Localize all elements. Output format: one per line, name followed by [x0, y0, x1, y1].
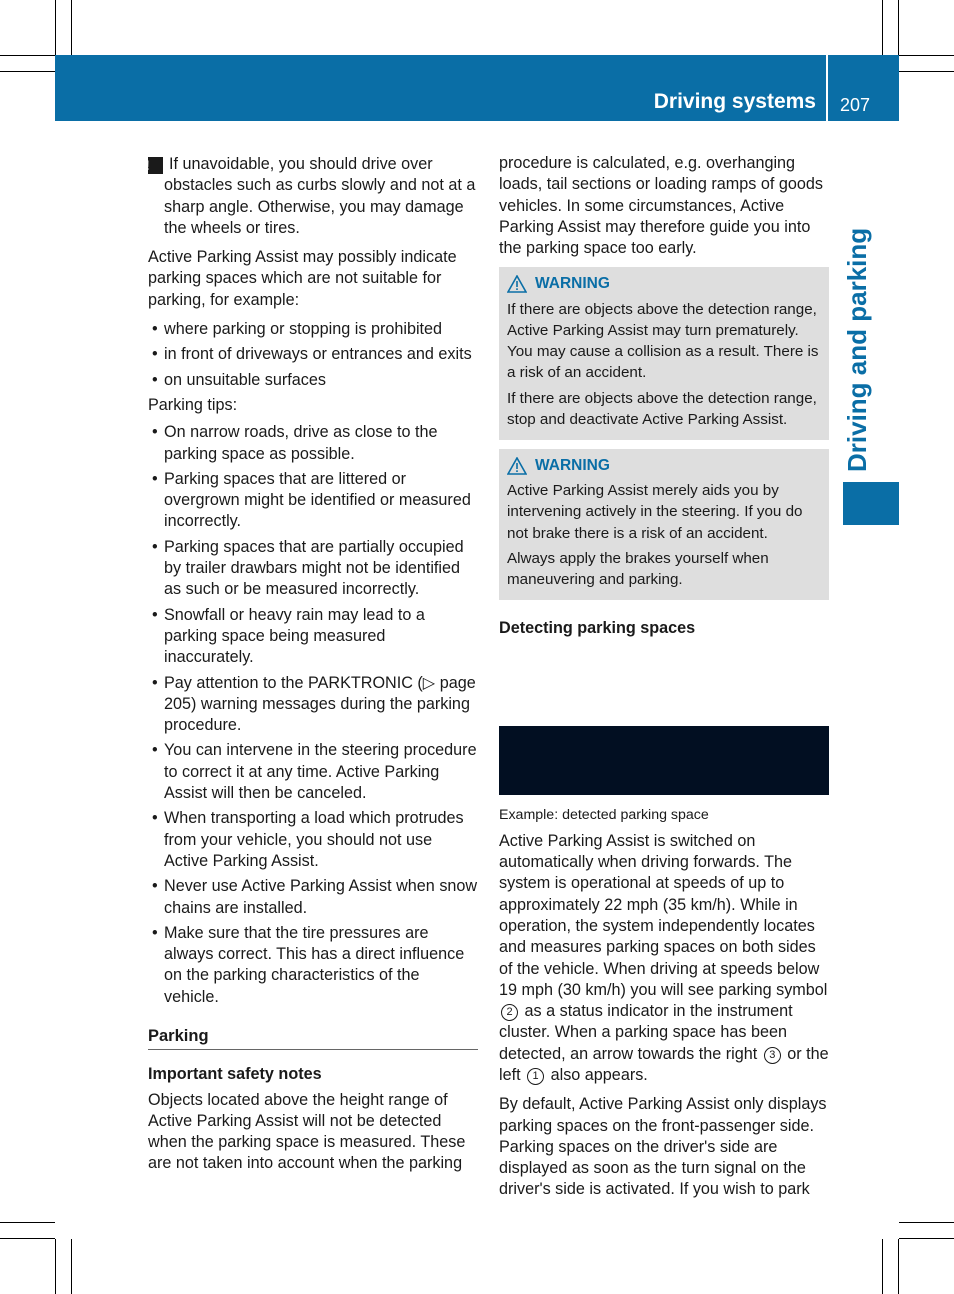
crop-mark	[0, 71, 55, 72]
crop-mark	[898, 0, 899, 55]
warning-box	[499, 449, 829, 600]
caution-note	[145, 154, 478, 239]
crop-mark	[0, 1238, 55, 1239]
list-item: • You can intervene in the steering procedure to correct it at any time. Active Parking Assist will then be canceled.	[152, 741, 477, 803]
right-column	[499, 153, 829, 1209]
list-item: • where parking or stopping is prohibited	[152, 320, 443, 339]
instrument-cluster-image	[499, 726, 829, 795]
caution-note-text: If unavoidable, you should drive over obstacles such as curbs slowly and not at a sharp angle. Otherwise, you may damage the wheels or tires.	[164, 155, 476, 237]
section-title: Driving systems	[653, 90, 816, 113]
warning-triangle-icon	[507, 275, 527, 293]
parking-heading: Parking	[148, 1026, 478, 1050]
crop-mark	[899, 55, 954, 56]
side-tab-marker	[843, 482, 899, 525]
crop-mark	[882, 0, 883, 55]
crop-mark	[55, 1239, 56, 1294]
warning-text: Active Parking Assist merely aids you by intervening actively in the steering. If you do not brake there is a risk of an accident.	[507, 482, 803, 542]
page-number: 207	[840, 95, 871, 115]
safety-text: Objects located above the height range of Active Parking Assist will not be detected when the parking space is measured. These are not taken into account when the parking	[148, 1090, 466, 1173]
crop-mark	[882, 1239, 883, 1294]
safety-notes-heading: Important safety notes	[148, 1065, 322, 1084]
warning-text: Always apply the brakes yourself when maneuvering and parking.	[507, 549, 769, 588]
left-column	[145, 154, 478, 1183]
list-item: • When transporting a load which protrudes from your vehicle, you should not use Active Parking Assist.	[152, 809, 464, 870]
warning-box	[499, 267, 829, 439]
tips-list	[148, 422, 478, 1008]
crop-mark	[0, 55, 55, 56]
crop-mark	[899, 71, 954, 72]
detecting-heading: Detecting parking spaces	[499, 619, 696, 638]
header-separator	[826, 55, 828, 121]
list-item: • Parking spaces that are littered or overgrown might be identified or measured incorrectly.	[152, 469, 471, 531]
continued-text: procedure is calculated, e.g. overhanging loads, tail sections or loading ramps of goods vehicles. In some circumstances, Active Parking Assist may therefore guide you into the parking space too early.	[499, 154, 823, 258]
warning-label: WARNING	[535, 275, 610, 293]
crop-mark	[898, 1239, 899, 1294]
unsuitable-list	[148, 319, 478, 391]
callout-number: 1	[527, 1068, 544, 1085]
list-item: • on unsuitable surfaces	[152, 370, 326, 389]
figure-caption: Example: detected parking space	[499, 807, 709, 824]
list-item: • Snowfall or heavy rain may lead to a parking space being measured inaccurately.	[152, 605, 425, 667]
list-item: • in front of driveways or entrances and exits	[152, 345, 472, 364]
exclamation-icon: !	[148, 157, 163, 174]
figure-image-area	[499, 647, 829, 725]
warning-header	[507, 273, 821, 294]
warning-triangle-icon	[507, 457, 527, 475]
crop-mark	[899, 1238, 954, 1239]
warning-header	[507, 455, 821, 476]
side-tab	[834, 227, 884, 480]
body-text: Active Parking Assist is switched on automatically when driving forwards. The system is operational at speeds of up to approximately 22 mph (35 km/h). While in operation, the system independently locates and measures parking spaces on both sides of the vehicle. When driving at speeds below 19 mph (30 km/h) you will see parking symbol 2 as a status indicator in the instrument cluster. When a parking space has been detected, an arrow towards the right 3 or the left 1 also appears.	[499, 831, 829, 1084]
tips-label: Parking tips:	[148, 395, 238, 414]
crop-mark	[71, 0, 72, 55]
crop-mark	[0, 1222, 55, 1223]
warning-text: If there are objects above the detection range, Active Parking Assist may turn prematurely. You may cause a collision as a result. There is a risk of an accident.	[507, 300, 819, 382]
parking-space-figure	[499, 647, 829, 797]
crop-mark	[899, 1222, 954, 1223]
callout-number: 2	[501, 1004, 518, 1021]
list-item: • On narrow roads, drive as close to the parking space as possible.	[152, 423, 438, 463]
intro-text: Active Parking Assist may possibly indicate parking spaces which are not suitable for parking, for example:	[148, 248, 457, 309]
list-item: • Never use Active Parking Assist when snow chains are installed.	[152, 877, 478, 917]
warning-label: WARNING	[535, 456, 610, 474]
callout-number: 3	[764, 1047, 781, 1064]
list-item: • Pay attention to the PARKTRONIC (▷ page 205) warning messages during the parking procedure.	[152, 673, 476, 735]
crop-mark	[55, 0, 56, 55]
side-tab-label: Driving and parking	[842, 227, 872, 472]
list-item: • Parking spaces that are partially occupied by trailer drawbars might not be identified as such or be measured incorrectly.	[152, 537, 464, 599]
warning-text: If there are objects above the detection range, stop and deactivate Active Parking Assist.	[507, 389, 817, 428]
list-item: • Make sure that the tire pressures are always correct. This has a direct influence on the parking characteristics of the vehicle.	[152, 923, 465, 1006]
crop-mark	[71, 1239, 72, 1294]
body-text: By default, Active Parking Assist only displays parking spaces on the front-passenger side. Parking spaces on the driver's side are displayed as soon as the turn signal on the driver's side is activated. If you wish to park	[499, 1095, 827, 1199]
